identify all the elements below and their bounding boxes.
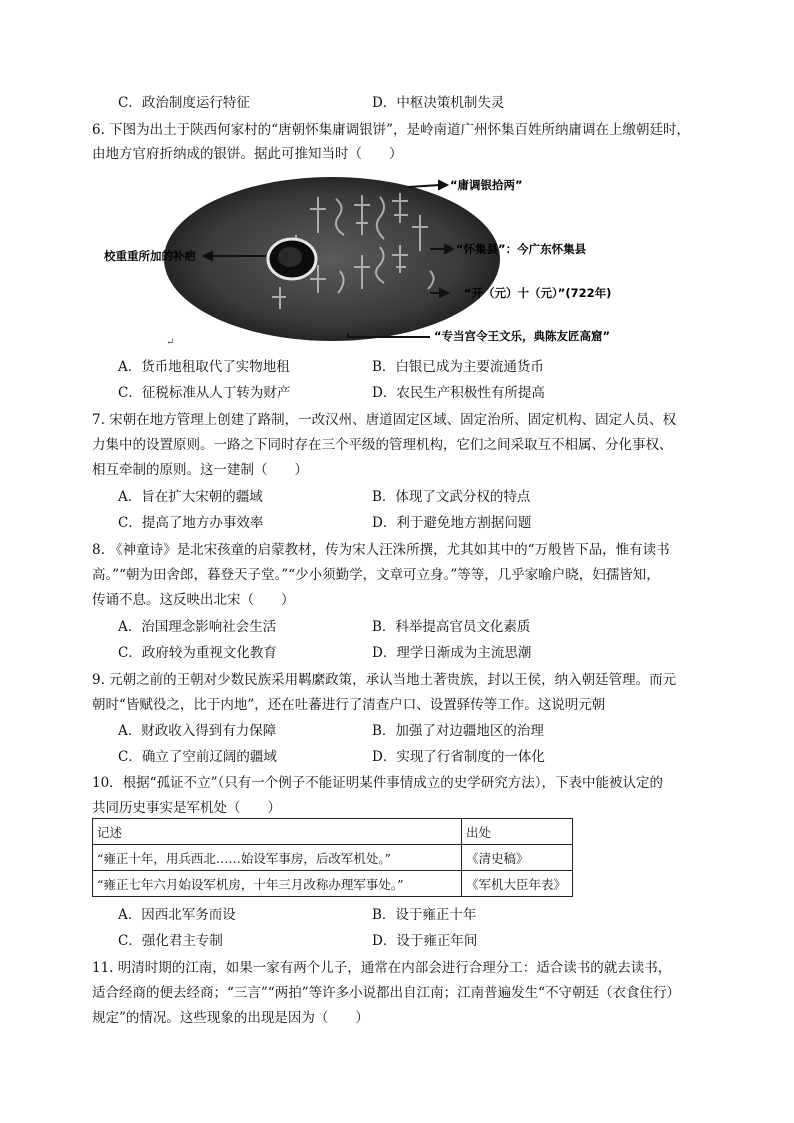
q7-stem-line1: 7. 宋朝在地方管理上创建了路制，一改汉州、唐道固定区域、固定治所、固定机构、固定人员、权 [92, 412, 677, 428]
q8-stem-line2: 高。”“朝为田舍郎，暮登天子堂。”“少小须勤学，文章可立身。”等等，几乎家喻户晓，妇孺皆知， [92, 567, 660, 583]
q10-stem-line2: 共同历史事实是军机处（ ） [92, 800, 281, 816]
q9-option-c[interactable]: C．确立了空前辽阔的疆域 [118, 749, 277, 765]
q8-stem-line3: 传诵不息。这反映出北宋（ ） [92, 592, 295, 608]
table-cell: 《清史稿》 [462, 845, 573, 871]
label-huaiji: “怀集县”：今广东怀集县 [456, 242, 587, 256]
q11-stem-line1: 11. 明清时期的江南，如果一家有两个儿子，通常在内部会进行合理分工：适合读书的就去读书， [92, 960, 672, 976]
q9-option-d[interactable]: D．实现了行省制度的一体化 [372, 749, 545, 765]
q7-stem-line3: 相互牵制的原则。这一建制（ ） [92, 462, 308, 478]
q7-option-c[interactable]: C．提高了地方办事效率 [118, 515, 264, 531]
q10-option-d[interactable]: D．设于雍正年间 [372, 933, 478, 949]
table-header-cell: 记述 [93, 819, 462, 845]
q8-stem-line1: 8. 《神童诗》是北宋孩童的启蒙教材，传为宋人汪洙所撰，尤其如其中的“万般皆下品，惟有读书 [92, 542, 670, 558]
q11-stem-line2: 适合经商的便去经商；“三言”“两拍”等许多小说都出自江南；江南普遍发生“不守朝廷（衣食住行） [92, 985, 681, 1001]
q9-stem-line2: 朝时“皆赋役之，比于内地”，还在吐蕃进行了清查户口、设置驿传等工作。这说明元朝 [92, 697, 606, 713]
table-cell: “雍正十年，用兵西北……始设军事房，后改军机处。” [93, 845, 462, 871]
paragraph-marker: ↵ [166, 337, 175, 348]
table-header-cell: 出处 [462, 819, 573, 845]
q7-option-b[interactable]: B．体现了文武分权的特点 [372, 489, 531, 505]
q9-option-b[interactable]: B．加强了对边疆地区的治理 [372, 723, 544, 739]
q5-option-d[interactable]: D．中枢决策机制失灵 [372, 95, 505, 111]
q10-option-c[interactable]: C．强化君主专制 [118, 933, 223, 949]
source-table [92, 818, 573, 897]
q6-stem-line2: 由地方官府折纳成的银饼。据此可推知当时（ ） [92, 146, 403, 162]
table-row [93, 845, 573, 871]
table-row [93, 871, 573, 897]
q9-option-a[interactable]: A．财政收入得到有力保障 [118, 723, 277, 739]
q6-stem-line1: 6. 下图为出土于陕西何家村的“唐朝怀集庸调银饼”，是岭南道广州怀集百姓所纳庸调在上缴朝廷时， [92, 122, 690, 138]
q8-option-c[interactable]: C．政府较为重视文化教育 [118, 645, 277, 661]
q8-option-d[interactable]: D．理学日渐成为主流思潮 [372, 645, 532, 661]
label-officials: “专当宫令王文乐，典陈友匠高窟” [434, 329, 611, 343]
q6-option-b[interactable]: B．白银已成为主要流通货币 [372, 359, 544, 375]
silver-cake-figure [100, 175, 660, 350]
table-cell: “雍正七年六月始设军机房，十年三月改称办理军事处。” [93, 871, 462, 897]
q7-option-d[interactable]: D．利于避免地方割据问题 [372, 515, 532, 531]
label-patch: 校重重所加的补疤 [104, 249, 196, 263]
q6-option-d[interactable]: D．农民生产积极性有所提高 [372, 385, 545, 401]
q7-stem-line2: 力集中的设置原则。一路之下同时存在三个平级的管理机构，它们之间采取互不相属、分化事权、 [92, 437, 673, 453]
label-yongdiao: “庸调银拾两” [450, 178, 523, 192]
silver-cake-diagram [100, 175, 660, 350]
q9-stem-line1: 9. 元朝之前的王朝对少数民族采用羁縻政策，承认当地土著贵族，封以王侯，纳入朝廷管理。而元 [92, 672, 677, 688]
silver-cake-coin [164, 177, 500, 341]
q10-option-b[interactable]: B．设于雍正十年 [372, 907, 477, 923]
q10-option-a[interactable]: A．因西北军务而设 [118, 907, 236, 923]
q6-option-c[interactable]: C．征税标准从人丁转为财产 [118, 385, 291, 401]
q11-stem-line3: 规定”的情况。这些现象的出现是因为（ ） [92, 1010, 369, 1026]
q8-option-a[interactable]: A．治国理念影响社会生活 [118, 619, 277, 635]
q10-stem-line1: 10．根据“孤证不立”（只有一个例子不能证明某件事情成立的史学研究方法），下表中能被认定的 [92, 775, 663, 791]
label-kaiyuan: “开（元）十（元）”(722年) [464, 286, 612, 300]
q8-option-b[interactable]: B．科举提高官员文化素质 [372, 619, 531, 635]
q7-option-a[interactable]: A．旨在扩大宋朝的疆域 [118, 489, 263, 505]
table-cell: 《军机大臣年表》 [462, 871, 573, 897]
table-header-row [93, 819, 573, 845]
q5-option-c[interactable]: C．政治制度运行特征 [118, 95, 250, 111]
q6-option-a[interactable]: A．货币地租取代了实物地租 [118, 359, 290, 375]
